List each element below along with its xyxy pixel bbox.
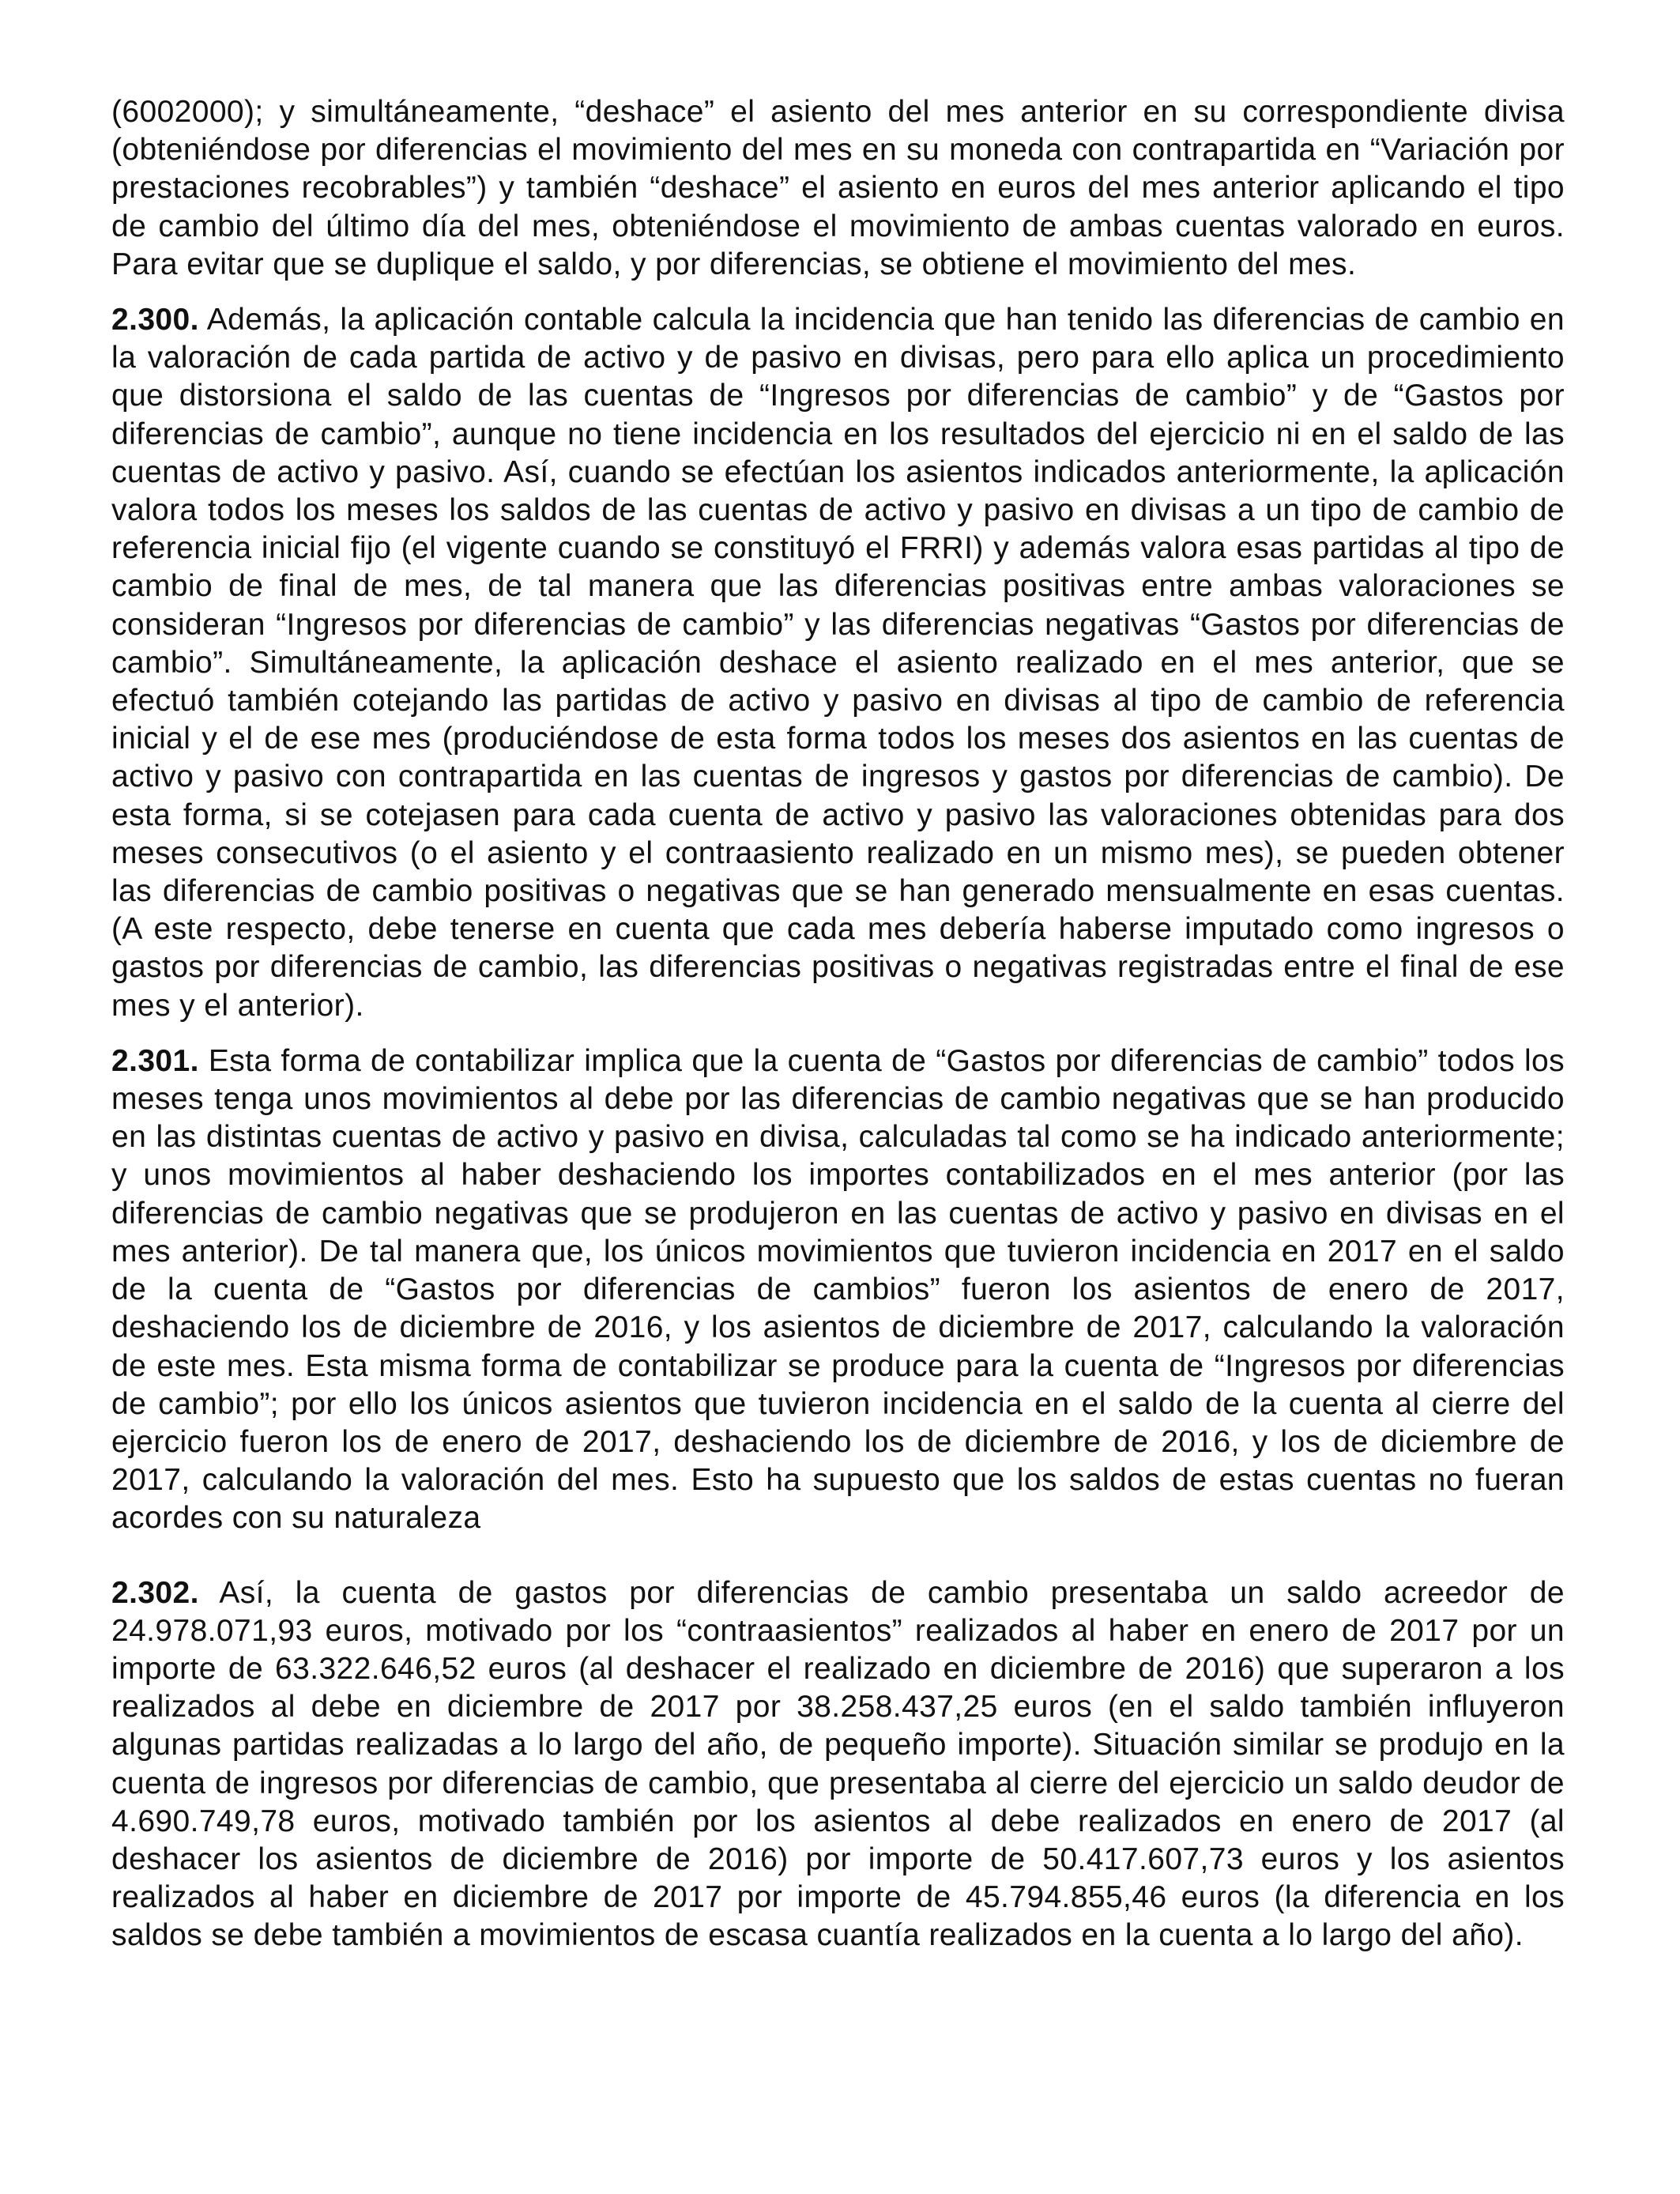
paragraph-text: Esta forma de contabilizar implica que la cuenta de “Gastos por diferencias de cambio” todos los meses tenga unos movimientos al debe por las diferencias de cambio negativas que se han producido en las distintas cuentas de activo y pasivo en divisa, calculadas tal como se ha indicado anteriormente; y unos movimientos al haber deshaciendo los importes contabilizados en el mes anterior (por las diferencias de cambio negativas que se produjeron en las cuentas de activo y pasivo en divisas en el mes anterior). De tal manera que, los únicos movimientos que tuvieron incidencia en 2017 en el saldo de la cuenta de “Gastos por diferencias de cambios” fueron los asientos de enero de 2017, deshaciendo los de diciembre de 2016, y los asientos de diciembre de 2017, calculando la valoración de este mes. Esta misma forma de contabilizar se produce para la cuenta de “Ingresos por diferencias de cambio”; por ello los únicos asientos que tuvieron incidencia en el saldo de la cuenta al cierre del ejercicio fueron los de enero de 2017, deshaciendo los de diciembre de 2016, y los de diciembre de 2017, calculando la valoración del mes. Esto ha supuesto que los saldos de estas cuentas no fueran acordes con su naturaleza: [111, 1043, 1565, 1536]
paragraph-text: Así, la cuenta de gastos por diferencias de cambio presentaba un saldo acreedor de 24.978.071,93 euros, motivado por los “contraasientos” realizados al haber en enero de 2017 por un importe de 63.322.646,52 euros (al deshacer el realizado en diciembre de 2016) que superaron a los realizados al debe en diciembre de 2017 por 38.258.437,25 euros (en el saldo también influyeron algunas partidas realizadas a lo largo del año, de pequeño importe). Situación similar se produjo en la cuenta de ingresos por diferencias de cambio, que presentaba al cierre del ejercicio un saldo deudor de 4.690.749,78 euros, motivado también por los asientos al debe realizados en enero de 2017 (al deshacer los asientos de diciembre de 2016) por importe de 50.417.607,73 euros y los asientos realizados al haber en diciembre de 2017 por importe de 45.794.855,46 euros (la diferencia en los saldos se debe también a movimientos de escasa cuantía realizados en la cuenta a lo largo del año).: [111, 1575, 1565, 1953]
paragraph-2-301: [111, 1042, 1565, 1538]
paragraph-number: 2.300.: [111, 303, 199, 337]
paragraph-text: (6002000); y simultáneamente, “deshace” el asiento del mes anterior en su correspondiente divisa (obteniéndose por diferencias el movimiento del mes en su moneda con contrapartida en “Variación por prestaciones recobrables”) y también “deshace” el asiento en euros del mes anterior aplicando el tipo de cambio del último día del mes, obteniéndose el movimiento de ambas cuentas valorado en euros. Para evitar que se duplique el saldo, y por diferencias, se obtiene el movimiento del mes.: [111, 95, 1565, 281]
paragraph-2-302: [111, 1574, 1565, 1955]
paragraph-continuation: [111, 93, 1565, 284]
paragraph-2-300: [111, 301, 1565, 1025]
document-body: [111, 93, 1565, 1955]
paragraph-text: Además, la aplicación contable calcula la incidencia que han tenido las diferencias de cambio en la valoración de cada partida de activo y de pasivo en divisas, pero para ello aplica un procedimiento que distorsiona el saldo de las cuentas de “Ingresos por diferencias de cambio” y de “Gastos por diferencias de cambio”, aunque no tiene incidencia en los resultados del ejercicio ni en el saldo de las cuentas de activo y pasivo. Así, cuando se efectúan los asientos indicados anteriormente, la aplicación valora todos los meses los saldos de las cuentas de activo y pasivo en divisas a un tipo de cambio de referencia inicial fijo (el vigente cuando se constituyó el FRRI) y además valora esas partidas al tipo de cambio de final de mes, de tal manera que las diferencias positivas entre ambas valoraciones se consideran “Ingresos por diferencias de cambio” y las diferencias negativas “Gastos por diferencias de cambio”. Simultáneamente, la aplicación deshace el asiento realizado en el mes anterior, que se efectuó también cotejando las partidas de activo y pasivo en divisas al tipo de cambio de referencia inicial y el de ese mes (produciéndose de esta forma todos los meses dos asientos en las cuentas de activo y pasivo con contrapartida en las cuentas de ingresos y gastos por diferencias de cambio). De esta forma, si se cotejasen para cada cuenta de activo y pasivo las valoraciones obtenidas para dos meses consecutivos (o el asiento y el contraasiento realizado en un mismo mes), se pueden obtener las diferencias de cambio positivas o negativas que se han generado mensualmente en esas cuentas. (A este respecto, debe tenerse en cuenta que cada mes debería haberse imputado como ingresos o gastos por diferencias de cambio, las diferencias positivas o negativas registradas entre el final de ese mes y el anterior).: [111, 303, 1565, 1023]
paragraph-number: 2.302.: [111, 1575, 199, 1610]
paragraph-number: 2.301.: [111, 1043, 199, 1078]
